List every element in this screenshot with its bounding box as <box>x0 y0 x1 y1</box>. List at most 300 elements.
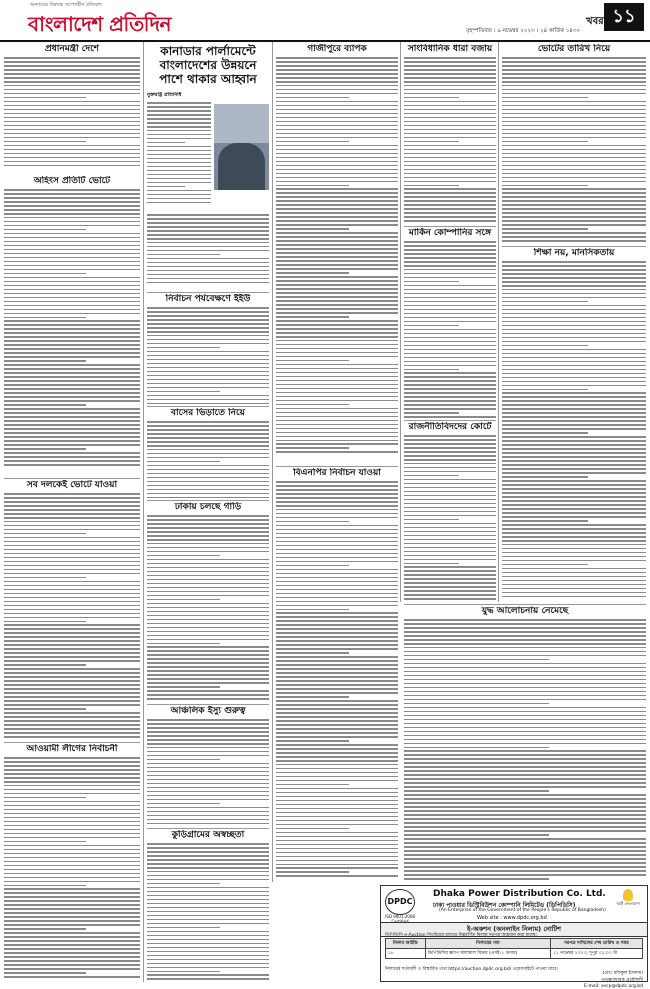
text-line <box>404 842 646 844</box>
text-line <box>404 121 496 123</box>
text-line <box>4 101 140 103</box>
text-line <box>4 404 86 406</box>
text-line <box>147 947 269 949</box>
text-line <box>4 561 140 563</box>
text-line <box>4 392 140 394</box>
news-photo[interactable] <box>214 104 269 190</box>
text-line <box>276 89 398 91</box>
text-line <box>276 521 349 523</box>
story-divider <box>147 406 269 407</box>
text-line <box>404 590 496 592</box>
text-line <box>502 77 646 79</box>
story-headline: কুড়িগ্রামের অস্বচ্ছতা <box>147 830 269 841</box>
column-rule <box>272 42 273 882</box>
text-line <box>276 308 398 310</box>
text-line <box>147 678 269 680</box>
text-line <box>147 457 269 459</box>
text-line <box>404 216 496 218</box>
ad-footer-note[interactable]: নিলামের শর্তাবলী ও বিস্তারিত তথ্য https://auction.dpdc.org.bd/ ওয়েবসাইটে পাওয়া যাবে। <box>385 966 643 973</box>
text-line <box>276 612 398 614</box>
text-line <box>4 145 140 147</box>
text-line <box>4 793 140 795</box>
text-line <box>276 688 398 690</box>
text-line <box>502 480 646 482</box>
text-line <box>4 360 86 362</box>
text-line <box>4 624 140 626</box>
text-line <box>147 274 269 276</box>
text-line <box>502 560 646 562</box>
text-line <box>147 799 269 801</box>
text-line <box>4 269 140 271</box>
text-line <box>4 924 140 926</box>
table-header: নিলাম আইডি <box>386 939 426 949</box>
story-rally[interactable] <box>4 176 140 476</box>
text-line <box>276 296 398 298</box>
text-line <box>147 226 269 228</box>
text-line <box>147 531 269 533</box>
text-line <box>404 495 496 497</box>
text-line <box>502 472 646 474</box>
text-line <box>404 711 646 713</box>
text-line <box>4 81 140 83</box>
story-polls[interactable] <box>4 480 140 740</box>
text-line <box>404 582 496 584</box>
text-line <box>502 212 646 214</box>
text-line <box>276 573 398 575</box>
text-line <box>502 181 646 183</box>
story-vote-date[interactable] <box>502 44 646 244</box>
text-line <box>4 837 140 839</box>
text-line <box>4 581 140 583</box>
text-line <box>4 380 140 382</box>
story-headline: আওয়ামী লীগের নির্বাচনী <box>4 744 140 755</box>
text-line <box>4 344 140 346</box>
text-line <box>404 301 496 303</box>
text-line <box>276 240 398 242</box>
text-line <box>4 444 140 446</box>
text-line <box>4 777 140 779</box>
text-line <box>147 539 269 541</box>
text-line <box>502 149 646 151</box>
text-line <box>147 931 269 933</box>
text-line <box>147 907 269 909</box>
text-line <box>276 292 398 294</box>
text-line <box>404 273 496 275</box>
text-line <box>404 125 496 127</box>
text-line <box>404 774 646 776</box>
story-canada-byline-box <box>147 92 269 100</box>
text-line <box>276 125 398 127</box>
text-line <box>502 357 646 359</box>
text-line <box>276 692 398 694</box>
text-line <box>4 861 140 863</box>
text-line <box>4 313 140 315</box>
story-dhaka[interactable] <box>147 502 269 702</box>
text-line <box>147 646 269 648</box>
story-bridge[interactable] <box>147 408 269 498</box>
text-line <box>4 944 140 946</box>
text-line <box>502 153 646 155</box>
text-line <box>502 460 646 462</box>
text-line <box>276 784 349 786</box>
text-line <box>276 808 398 810</box>
text-line <box>502 400 646 402</box>
text-line <box>4 277 140 279</box>
text-line <box>502 588 646 590</box>
text-line <box>404 249 496 251</box>
text-line <box>276 732 398 734</box>
text-line <box>404 341 496 343</box>
text-line <box>502 341 646 343</box>
story-divider <box>276 466 398 467</box>
text-line <box>4 509 140 511</box>
text-line <box>147 603 269 605</box>
text-line <box>404 758 646 760</box>
text-line <box>4 432 140 434</box>
text-line <box>4 892 140 894</box>
text-line <box>276 105 398 107</box>
text-line <box>502 520 588 522</box>
text-line <box>147 319 269 321</box>
text-line <box>147 851 269 853</box>
text-line <box>404 388 496 390</box>
text-line <box>147 563 269 565</box>
text-line <box>404 487 496 489</box>
text-line <box>4 368 140 370</box>
text-line <box>276 716 398 718</box>
story-gazipur[interactable] <box>276 44 398 464</box>
story-kurigram[interactable] <box>147 830 269 980</box>
text-line <box>404 261 496 263</box>
text-line <box>147 955 269 957</box>
story-top[interactable] <box>4 44 140 174</box>
text-line <box>4 336 140 338</box>
text-line <box>4 904 140 906</box>
text-line <box>4 129 140 131</box>
text-line <box>404 507 496 509</box>
ad-memo: ডিপিডিসি e-Auction সিস্টেমের মাধ্যমে নিম্নবর্ণিত নিলাম দরপত্র আহবান করা যাচ্ছে: <box>385 932 537 939</box>
text-line <box>502 305 646 307</box>
story-constitution[interactable] <box>404 44 496 224</box>
text-line <box>4 352 140 354</box>
text-line <box>276 871 349 873</box>
text-line <box>404 723 646 725</box>
text-line <box>147 607 269 609</box>
text-line <box>276 481 398 483</box>
text-line <box>147 658 269 660</box>
text-line <box>404 559 496 561</box>
text-line <box>147 978 269 980</box>
text-line <box>502 408 646 410</box>
text-line <box>4 193 140 195</box>
text-line <box>4 964 140 966</box>
text-line <box>404 854 646 856</box>
text-line <box>276 57 398 59</box>
text-line <box>404 766 646 768</box>
text-line <box>4 769 140 771</box>
text-line <box>404 81 496 83</box>
text-line <box>404 483 496 485</box>
story-awami[interactable] <box>4 744 140 982</box>
text-line <box>502 365 646 367</box>
text-line <box>404 639 646 641</box>
text-line <box>404 878 549 880</box>
story-divider <box>147 704 269 705</box>
column-rule <box>400 42 401 602</box>
text-line <box>502 353 646 355</box>
text-line <box>276 137 398 139</box>
text-line <box>276 133 398 135</box>
text-line <box>502 321 646 323</box>
text-line <box>404 337 496 339</box>
text-line <box>276 577 398 579</box>
text-line <box>502 432 588 434</box>
story-gaza[interactable] <box>404 606 646 882</box>
text-line <box>4 829 140 831</box>
text-line <box>147 355 269 357</box>
text-line <box>502 528 646 530</box>
text-line <box>404 838 646 840</box>
text-line <box>276 712 398 714</box>
text-line <box>276 328 398 330</box>
text-line <box>404 675 646 677</box>
text-line <box>4 400 140 402</box>
text-line <box>4 525 140 527</box>
text-line <box>404 850 646 852</box>
text-line <box>404 369 459 371</box>
ad-company-name-bn: ঢাকা পাওয়ার ডিস্ট্রিবিউশন কোম্পানি লিমিটেড (ডিপিডিসি) <box>433 900 576 911</box>
story-observer[interactable] <box>147 294 269 404</box>
table-header: নিলামের নাম <box>425 939 551 949</box>
text-line <box>147 579 269 581</box>
story-lockdown[interactable] <box>147 706 269 826</box>
text-line <box>147 234 269 236</box>
text-line <box>502 220 646 222</box>
text-line <box>4 141 86 143</box>
story-headline: শিক্ষা নয়, মানসিকতায় <box>502 248 646 259</box>
text-line <box>147 650 269 652</box>
story-divider <box>4 478 140 479</box>
text-line <box>276 364 398 366</box>
text-line <box>276 589 398 591</box>
text-line <box>147 723 269 725</box>
text-line <box>147 214 269 216</box>
text-line <box>404 435 496 437</box>
text-line <box>502 61 646 63</box>
dpdc-auction-advertisement[interactable] <box>380 885 648 982</box>
story-bnp-meet[interactable] <box>404 228 496 418</box>
text-line <box>404 404 496 406</box>
text-line <box>502 596 646 598</box>
text-line <box>502 269 646 271</box>
text-line <box>276 204 398 206</box>
text-line <box>147 246 269 248</box>
text-line <box>404 846 646 848</box>
text-line <box>502 317 646 319</box>
text-line <box>276 252 398 254</box>
text-line <box>147 662 269 664</box>
text-line <box>4 809 140 811</box>
story-body <box>147 719 269 826</box>
text-line <box>404 551 496 553</box>
text-line <box>147 787 269 789</box>
text-line <box>147 911 269 913</box>
text-line <box>147 110 211 112</box>
ad-email[interactable]: E-mail: secp@dpdc.org.bd <box>584 984 643 989</box>
text-line <box>4 652 140 654</box>
text-line <box>147 883 220 885</box>
text-line <box>276 828 349 830</box>
text-line <box>276 485 398 487</box>
text-line <box>502 101 646 103</box>
text-line <box>276 161 398 163</box>
text-line <box>276 368 398 370</box>
text-line <box>147 311 269 313</box>
story-election-side[interactable] <box>276 468 398 878</box>
text-line <box>147 974 269 976</box>
text-line <box>4 609 140 611</box>
text-line <box>4 309 140 311</box>
text-line <box>4 281 140 283</box>
text-line <box>147 690 269 692</box>
text-line <box>404 349 496 351</box>
text-line <box>404 408 496 410</box>
text-line <box>404 208 496 210</box>
column-rule <box>143 42 144 982</box>
text-line <box>276 173 398 175</box>
text-line <box>276 288 398 290</box>
text-line <box>147 481 269 483</box>
text-line <box>404 396 496 398</box>
text-line <box>276 756 398 758</box>
text-line <box>4 877 140 879</box>
text-line <box>276 493 398 495</box>
text-line <box>276 860 398 862</box>
text-line <box>147 327 269 329</box>
text-line <box>502 337 646 339</box>
text-line <box>404 762 646 764</box>
text-line <box>276 85 398 87</box>
text-line <box>276 248 398 250</box>
text-line <box>502 81 646 83</box>
text-line <box>4 896 140 898</box>
text-line <box>502 169 646 171</box>
text-line <box>276 320 398 322</box>
text-line <box>404 790 549 792</box>
text-line <box>276 513 398 515</box>
text-line <box>276 165 398 167</box>
text-line <box>404 866 646 868</box>
text-line <box>404 353 496 355</box>
text-line <box>404 499 496 501</box>
newspaper-logo[interactable] <box>14 2 204 36</box>
story-teaching[interactable] <box>502 248 646 600</box>
text-line <box>147 551 269 553</box>
text-line <box>404 165 496 167</box>
text-line <box>4 845 140 847</box>
text-line <box>147 686 220 688</box>
text-line <box>147 421 269 423</box>
text-line <box>404 297 496 299</box>
text-line <box>404 547 496 549</box>
text-line <box>502 69 646 71</box>
text-line <box>147 258 269 260</box>
text-line <box>4 952 140 954</box>
text-line <box>276 141 349 143</box>
ad-website[interactable]: Web site : www.dpdc.org.bd <box>477 915 547 921</box>
text-line <box>276 720 398 722</box>
text-line <box>404 361 496 363</box>
text-line <box>502 97 588 99</box>
text-line <box>276 372 398 374</box>
text-line <box>276 792 398 794</box>
text-line <box>276 740 349 742</box>
text-line <box>147 130 211 132</box>
text-line <box>147 202 211 204</box>
text-line <box>4 541 140 543</box>
text-line <box>147 919 269 921</box>
text-line <box>404 782 646 784</box>
text-line <box>147 779 269 781</box>
text-line <box>502 536 646 538</box>
text-line <box>502 516 646 518</box>
text-line <box>502 325 646 327</box>
text-line <box>147 222 269 224</box>
text-line <box>276 648 398 650</box>
text-line <box>147 477 269 479</box>
story-headline: নির্বাচন পর্যবেক্ষণে ইইউ <box>147 294 269 305</box>
ad-contact-name: (মোঃ রফিকুল ইসলাম) <box>584 970 643 977</box>
text-line <box>147 485 269 487</box>
story-court[interactable] <box>404 422 496 602</box>
text-line <box>276 121 398 123</box>
text-line <box>147 879 269 881</box>
text-line <box>147 959 269 961</box>
text-line <box>276 420 398 422</box>
text-line <box>4 396 140 398</box>
section-name: খবর <box>586 14 604 31</box>
text-line <box>276 601 398 603</box>
text-line <box>276 680 398 682</box>
text-line <box>147 859 269 861</box>
text-line <box>404 695 646 697</box>
story-divider <box>404 604 646 605</box>
text-line <box>404 93 496 95</box>
text-line <box>276 384 398 386</box>
text-line <box>276 605 398 607</box>
text-line <box>147 367 269 369</box>
text-line <box>276 736 398 738</box>
text-line <box>276 549 398 551</box>
text-line <box>4 93 140 95</box>
story-canada-headline[interactable] <box>147 44 269 92</box>
text-line <box>502 188 646 190</box>
text-line <box>147 391 220 393</box>
text-line <box>4 301 140 303</box>
text-line <box>4 77 140 79</box>
text-line <box>502 468 646 470</box>
text-line <box>276 832 398 834</box>
auction-table <box>385 938 643 959</box>
text-line <box>502 576 646 578</box>
text-line <box>404 743 646 745</box>
text-line <box>4 644 140 646</box>
text-line <box>404 333 496 335</box>
text-line <box>4 149 140 151</box>
text-line <box>404 241 496 243</box>
text-line <box>276 188 398 190</box>
text-line <box>276 348 398 350</box>
